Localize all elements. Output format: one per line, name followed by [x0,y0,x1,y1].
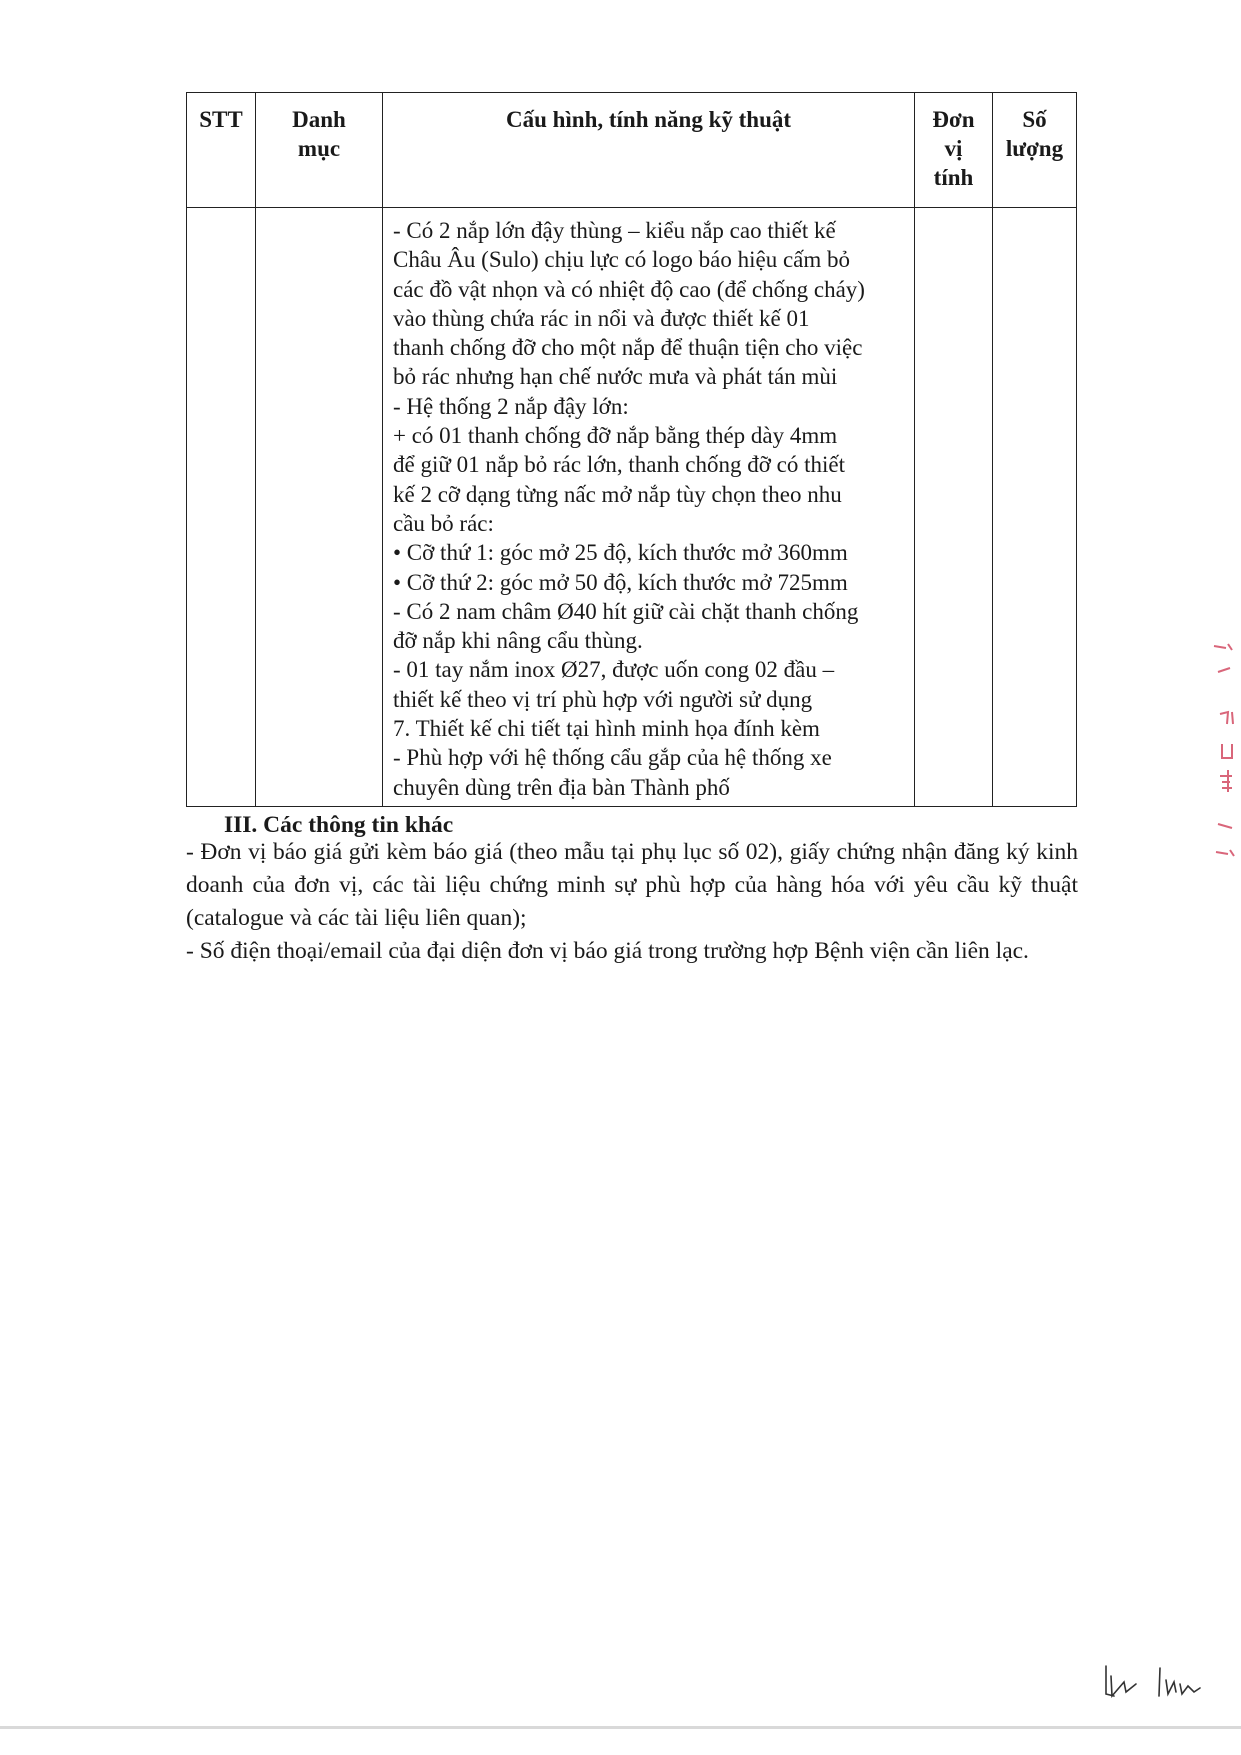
spec-line: • Cỡ thứ 2: góc mở 50 độ, kích thước mở 725mm [393,569,848,595]
spec-line: các đồ vật nhọn và có nhiệt độ cao (để chống cháy) [393,276,865,302]
table-row [187,208,1077,807]
section-title: III. Các thông tin khác [224,812,454,838]
spec-line: - Có 2 nam châm Ø40 hít giữ cài chặt thanh chống [393,598,859,624]
spec-line: - Có 2 nắp lớn đậy thùng – kiểu nắp cao thiết kế [393,218,836,243]
spec-table [186,92,1077,807]
header-don-vi-line: tính [933,165,974,190]
spec-line: - 01 tay nắm inox Ø27, được uốn cong 02 đầu – [393,657,835,683]
header-danh-muc-line: mục [297,136,341,161]
header-so-luong-line: Số [1022,107,1047,132]
spec-line: + có 01 thanh chống đỡ nắp bằng thép dày 4mm [393,423,838,449]
spec-line: để giữ 01 nắp bỏ rác lớn, thanh chống đỡ có thiết [393,452,845,478]
spec-line: • Cỡ thứ 1: góc mở 25 độ, kích thước mở 360mm [393,540,848,566]
header-so-luong-line: lượng [1005,136,1064,161]
cell-danh-muc [256,208,383,807]
spec-line: thiết kế theo vị trí phù hợp với người sử dụng [393,686,813,712]
spec-description [383,208,914,806]
spec-line: bỏ rác nhưng hạn chế nước mưa và phát tán mùi [393,364,838,390]
section-paragraph: - Số điện thoại/email của đại diện đơn vị báo giá trong trường hợp Bệnh viện cần liên lạc. [186,938,1029,964]
header-danh-muc [256,93,383,208]
page-bottom-edge [0,1726,1241,1729]
header-don-vi-line: Đơn [932,107,975,132]
header-cau-hinh: Cấu hình, tính năng kỹ thuật [383,93,915,208]
spec-line: Châu Âu (Sulo) chịu lực có logo báo hiệu cấm bỏ [393,247,851,273]
spec-line: kế 2 cỡ dạng từng nấc mở nắp tùy chọn theo nhu [393,481,842,507]
spec-line: 7. Thiết kế chi tiết tại hình minh họa đính kèm [393,716,820,742]
cell-stt [187,208,256,807]
cell-cau-hinh [383,208,915,807]
spec-line: vào thùng chứa rác in nổi và được thiết kế 01 [393,305,810,331]
section-paragraph: - Đơn vị báo giá gửi kèm báo giá (theo mẫu tại phụ lục số 02), giấy chứng nhận đăng ký kinh doanh của đơn vị, các tài liệu chứng minh sự phù hợp của hàng hóa với yêu cầu kỹ thuật (catalogue và các tài liệu liên quan); [186,839,1078,931]
cell-so-luong [993,208,1077,807]
handwritten-initials-graphic [1102,1662,1212,1702]
header-don-vi-line: vị [944,136,963,161]
header-stt: STT [187,93,256,208]
header-so-luong [993,93,1077,208]
spec-line: cầu bỏ rác: [393,510,494,536]
spec-line: - Hệ thống 2 nắp đậy lớn: [393,393,629,419]
spec-line: - Phù hợp với hệ thống cẩu gắp của hệ thống xe [393,745,832,771]
table-header-row [187,93,1077,208]
header-danh-muc-line: Danh [292,107,346,132]
header-don-vi-tinh [915,93,993,208]
spec-line: đỡ nắp khi nâng cẩu thùng. [393,628,643,654]
cell-don-vi-tinh [915,208,993,807]
spec-line: chuyên dùng trên địa bàn Thành phố [393,774,730,800]
stamp-fragment-graphic [1208,642,1238,867]
spec-line: thanh chống đỡ cho một nắp để thuận tiện cho việc [393,335,863,361]
